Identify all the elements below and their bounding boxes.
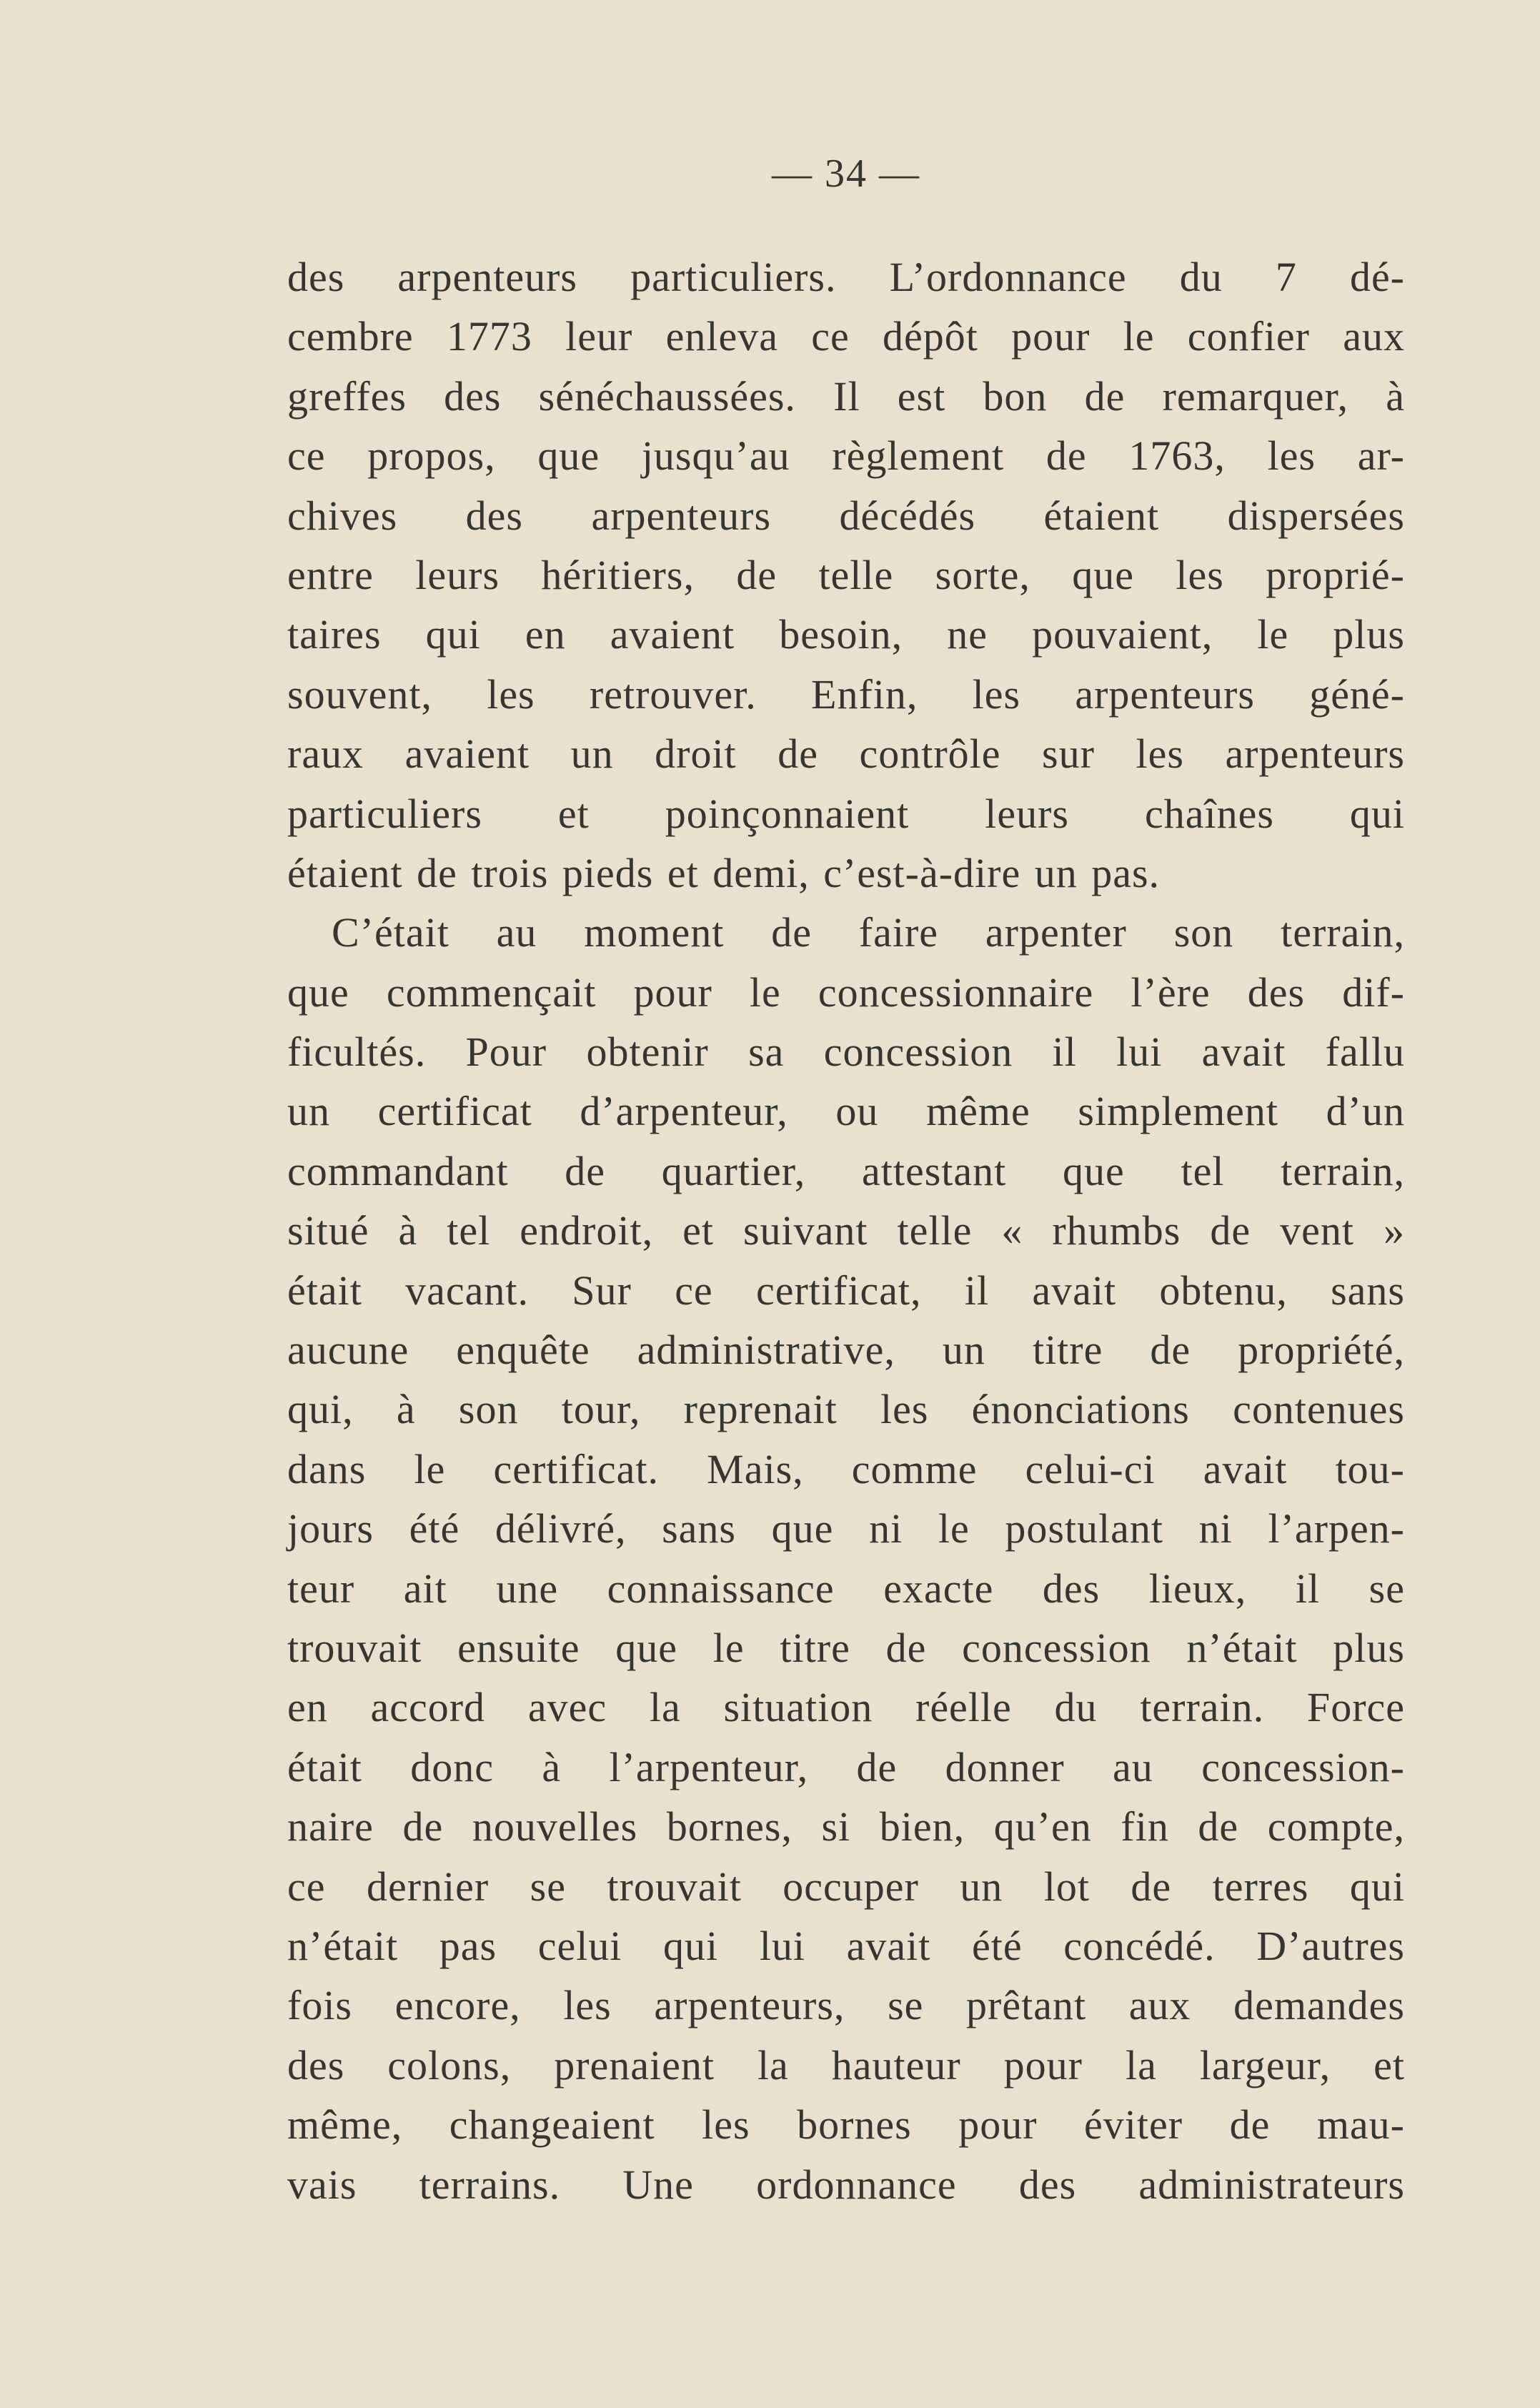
text-line: aucune enquête administrative, un titre de propriété, bbox=[287, 1327, 1405, 1374]
text-line: étaient de trois pieds et demi, c’est-à-dire un pas. bbox=[287, 849, 1161, 896]
text-line: trouvait ensuite que le titre de concession n’était plus bbox=[287, 1624, 1405, 1671]
text-line: ce dernier se trouvait occuper un lot de terres qui bbox=[287, 1863, 1405, 1910]
text-line: un certificat d’arpenteur, ou même simplement d’un bbox=[287, 1088, 1405, 1135]
text-line: ficultés. Pour obtenir sa concession il lui avait fallu bbox=[287, 1029, 1405, 1076]
text-line: naire de nouvelles bornes, si bien, qu’en fin de compte, bbox=[287, 1803, 1405, 1850]
text-line: greffes des sénéchaussées. Il est bon de remarquer, à bbox=[287, 372, 1405, 420]
text-line: teur ait une connaissance exacte des lieux, il se bbox=[287, 1565, 1405, 1612]
text-line: souvent, les retrouver. Enfin, les arpenteurs géné- bbox=[287, 670, 1405, 718]
text-line: vais terrains. Une ordonnance des administrateurs bbox=[287, 2161, 1405, 2208]
text-line: C’était au moment de faire arpenter son terrain, bbox=[332, 909, 1405, 956]
text-line: dans le certificat. Mais, comme celui-ci avait tou- bbox=[287, 1445, 1405, 1492]
text-line: commandant de quartier, attestant que tel terrain, bbox=[287, 1147, 1405, 1194]
text-line: taires qui en avaient besoin, ne pouvaient, le plus bbox=[287, 611, 1405, 658]
text-line: entre leurs héritiers, de telle sorte, que les proprié- bbox=[287, 551, 1405, 598]
text-line: que commençait pour le concessionnaire l’ère des dif- bbox=[287, 968, 1405, 1016]
body-text bbox=[287, 247, 1405, 2214]
text-line: n’était pas celui qui lui avait été concédé. D’autres bbox=[287, 1922, 1405, 1969]
text-line: particuliers et poinçonnaient leurs chaînes qui bbox=[287, 790, 1405, 837]
text-line: situé à tel endroit, et suivant telle « rhumbs de vent » bbox=[287, 1207, 1405, 1254]
text-line: en accord avec la situation réelle du terrain. Force bbox=[287, 1684, 1405, 1731]
text-line: chives des arpenteurs décédés étaient dispersées bbox=[287, 492, 1405, 539]
text-line: jours été délivré, sans que ni le postulant ni l’arpen- bbox=[287, 1505, 1405, 1552]
text-line: était vacant. Sur ce certificat, il avait obtenu, sans bbox=[287, 1267, 1405, 1314]
text-line: était donc à l’arpenteur, de donner au concession- bbox=[287, 1743, 1405, 1790]
text-line: des arpenteurs particuliers. L’ordonnance du 7 dé- bbox=[287, 254, 1405, 300]
text-line: fois encore, les arpenteurs, se prêtant aux demandes bbox=[287, 1982, 1405, 2029]
text-line: qui, à son tour, reprenait les énonciations contenues bbox=[287, 1386, 1405, 1433]
text-line: des colons, prenaient la hauteur pour la largeur, et bbox=[287, 2041, 1405, 2089]
text-line: même, changeaient les bornes pour éviter de mau- bbox=[287, 2101, 1405, 2149]
text-line: ce propos, que jusqu’au règlement de 1763, les ar- bbox=[287, 432, 1405, 480]
page-number: — 34 — bbox=[772, 152, 920, 196]
text-line: cembre 1773 leur enleva ce dépôt pour le confier aux bbox=[287, 313, 1405, 360]
text-line: raux avaient un droit de contrôle sur les arpenteurs bbox=[287, 730, 1405, 778]
